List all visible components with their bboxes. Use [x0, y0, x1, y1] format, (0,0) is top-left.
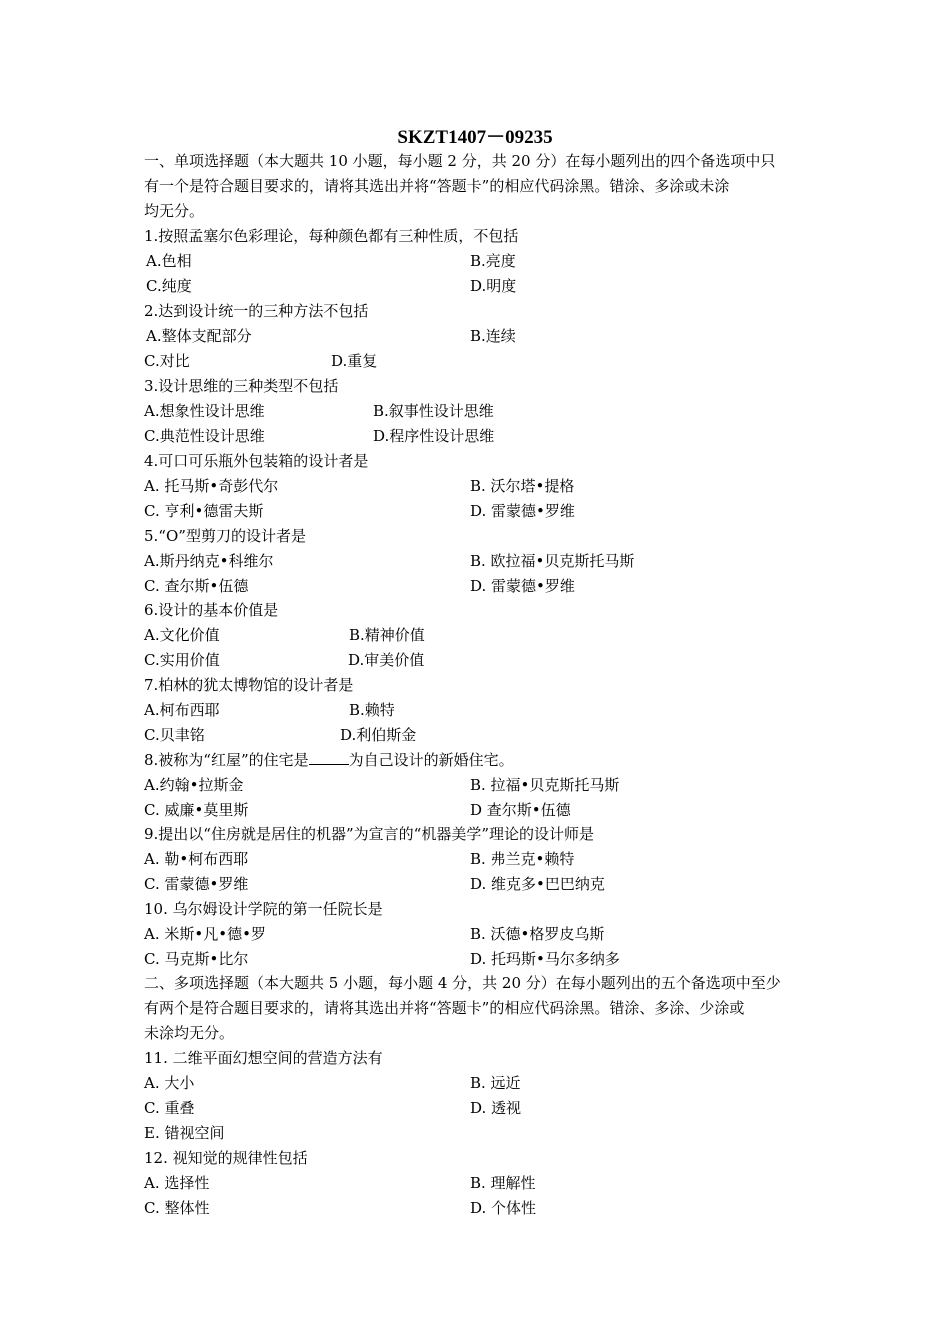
option-8b: B. 拉福•贝克斯托马斯 — [470, 776, 620, 794]
question-9: 9.提出以“住房就是居住的机器”为宣言的“机器美学”理论的设计师是 — [144, 825, 594, 843]
question-8 — [144, 748, 514, 773]
section1-instruction-line: 一、单项选择题（本大题共 10 小题，每小题 2 分，共 20 分）在每小题列出的四个备选项中只 — [144, 152, 776, 170]
option-4c: C. 亨利•德雷夫斯 — [144, 502, 264, 520]
option-6c: C.实用价值 — [144, 651, 220, 669]
section1-instruction-line: 有一个是符合题目要求的，请将其选出并将“答题卡”的相应代码涂黑。错涂、多涂或未涂 — [144, 177, 730, 195]
question-7: 7.柏林的犹太博物馆的设计者是 — [144, 676, 354, 694]
question-6: 6.设计的基本价值是 — [144, 601, 279, 619]
section1-instruction-line: 均无分。 — [144, 202, 205, 220]
option-2a: A.整体支配部分 — [146, 327, 252, 345]
question-8-text-pre: 8.被称为“红屋”的住宅是 — [144, 751, 309, 769]
option-2b: B.连续 — [470, 327, 516, 345]
option-12b: B. 理解性 — [470, 1174, 536, 1192]
option-2d: D.重复 — [331, 352, 378, 370]
question-1: 1.按照孟塞尔色彩理论，每种颜色都有三种性质，不包括 — [144, 227, 519, 245]
section2-instruction-line: 未涂均无分。 — [144, 1024, 235, 1042]
option-5d: D. 雷蒙德•罗维 — [470, 577, 575, 595]
option-7c: C.贝聿铭 — [144, 726, 205, 744]
option-11a: A. 大小 — [144, 1074, 195, 1092]
option-11d: D. 透视 — [470, 1099, 522, 1117]
option-3b: B.叙事性设计思维 — [373, 402, 494, 420]
option-12c: C. 整体性 — [144, 1199, 210, 1217]
option-12a: A. 选择性 — [144, 1174, 210, 1192]
option-11e: E. 错视空间 — [144, 1124, 225, 1142]
option-1b: B.亮度 — [470, 252, 516, 270]
option-10b: B. 沃德•格罗皮乌斯 — [470, 925, 605, 943]
option-8c: C. 威廉•莫里斯 — [144, 801, 249, 819]
question-2: 2.达到设计统一的三种方法不包括 — [144, 302, 369, 320]
option-1d: D.明度 — [470, 277, 517, 295]
option-6b: B.精神价值 — [349, 626, 425, 644]
option-11c: C. 重叠 — [144, 1099, 195, 1117]
question-10: 10. 乌尔姆设计学院的第一任院长是 — [144, 900, 383, 918]
option-5b: B. 欧拉福•贝克斯托马斯 — [470, 552, 635, 570]
question-8-text-post: 为自己设计的新婚住宅。 — [348, 751, 514, 769]
page-title: SKZT1407－09235 — [397, 127, 553, 148]
option-3d: D.程序性设计思维 — [373, 427, 495, 445]
option-9b: B. 弗兰克•赖特 — [470, 850, 575, 868]
option-9c: C. 雷蒙德•罗维 — [144, 875, 249, 893]
option-12d: D. 个体性 — [470, 1199, 537, 1217]
option-7a: A.柯布西耶 — [144, 701, 220, 719]
question-5: 5.“O”型剪刀的设计者是 — [144, 527, 306, 545]
option-5a: A.斯丹纳克•科维尔 — [144, 552, 274, 570]
option-4a: A. 托马斯•奇彭代尔 — [144, 477, 279, 495]
option-4b: B. 沃尔塔•提格 — [470, 477, 575, 495]
option-8d: D 查尔斯•伍德 — [470, 801, 571, 819]
fill-in-blank — [309, 750, 349, 765]
option-3a: A.想象性设计思维 — [144, 402, 265, 420]
option-8a: A.约翰•拉斯金 — [144, 776, 244, 794]
option-7b: B.赖特 — [349, 701, 395, 719]
option-9a: A. 勒•柯布西耶 — [144, 850, 249, 868]
option-10a: A. 米斯•凡•德•罗 — [144, 925, 266, 943]
section2-instruction-line: 二、多项选择题（本大题共 5 小题，每小题 4 分，共 20 分）在每小题列出的五个备选项中至少 — [144, 974, 781, 992]
option-5c: C. 查尔斯•伍德 — [144, 577, 249, 595]
option-1c: C.纯度 — [146, 277, 192, 295]
option-7d: D.利伯斯金 — [340, 726, 417, 744]
option-10d: D. 托玛斯•马尔多纳多 — [470, 950, 620, 968]
question-4: 4.可口可乐瓶外包装箱的设计者是 — [144, 452, 369, 470]
option-9d: D. 维克多•巴巴纳克 — [470, 875, 605, 893]
option-4d: D. 雷蒙德•罗维 — [470, 502, 575, 520]
option-6a: A.文化价值 — [144, 626, 220, 644]
option-11b: B. 远近 — [470, 1074, 521, 1092]
question-12: 12. 视知觉的规律性包括 — [144, 1149, 308, 1167]
option-2c: C.对比 — [144, 352, 190, 370]
option-6d: D.审美价值 — [348, 651, 425, 669]
question-3: 3.设计思维的三种类型不包括 — [144, 377, 339, 395]
option-3c: C.典范性设计思维 — [144, 427, 265, 445]
option-1a: A.色相 — [146, 252, 192, 270]
question-11: 11. 二维平面幻想空间的营造方法有 — [144, 1049, 383, 1067]
section2-instruction-line: 有两个是符合题目要求的，请将其选出并将“答题卡”的相应代码涂黑。错涂、多涂、少涂或 — [144, 999, 745, 1017]
option-10c: C. 马克斯•比尔 — [144, 950, 249, 968]
